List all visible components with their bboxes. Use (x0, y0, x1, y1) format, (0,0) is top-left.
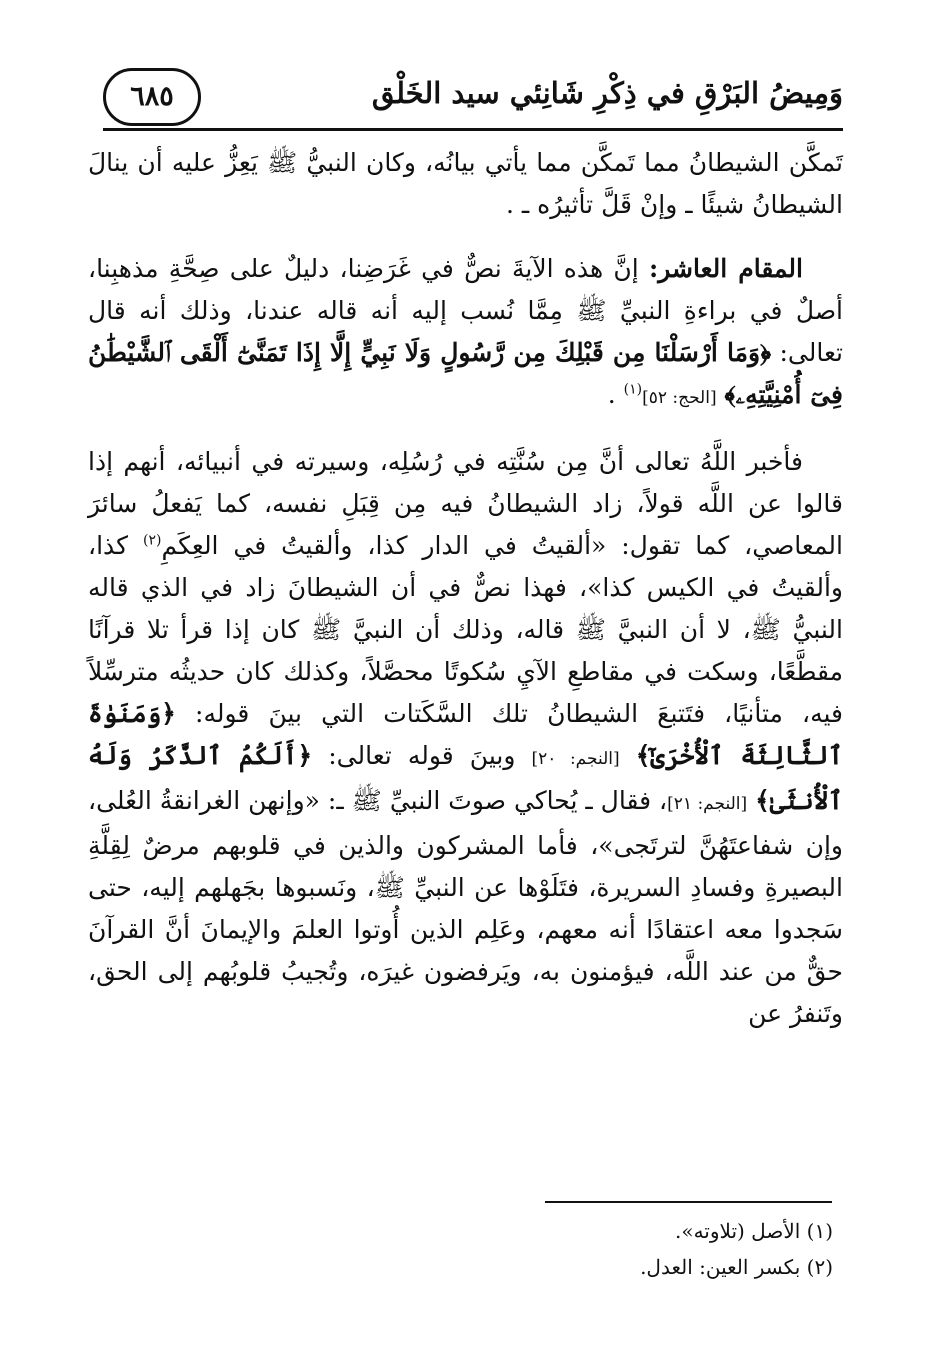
paragraph-3-part-4: ، فقال ـ يُحاكي صوتَ النبيِّ ﷺ ـ: «وإنهن الغرانقةُ العُلى، وإن شفاعتَهُنَّ لترتَجى»، فأما المشركون والذين في قلوبهم مرضٌ لِقِلَّةِ البصيرةِ وفسادِ السريرة، فتَلَوْها عن النبيِّ ﷺ، ونَسبوها بجَهلهم إليه، حتى سَجدوا معه اعتقادًا أنه معهم، وعَلِم الذين أُوتوا العلمَ والإيمانَ أنَّ القرآنَ حقٌّ من عند اللَّه، فيؤمنون به، ويَرفضون غيرَه، وتُجيبُ قلوبُهم إلى الحق، وتَنفرُ عن (88, 786, 843, 1028)
quran-verse: ﴿وَمَا أَرْسَلْنَا مِن قَبْلِكَ مِن رَّسُولٍ وَلَا نَبِيٍّ إِلَّا إِذَا تَمَنَّىٰٓ أَلْقَى ٱلشَّيْطَٰنُ فِىٓ أُمْنِيَّتِهِۦ﴾ (88, 338, 843, 409)
page-number: ٦٨٥ (103, 68, 201, 126)
body-text (88, 142, 843, 1035)
paragraph-3-part-2: كذا، وألقيتُ في الكيس كذا»، فهذا نصٌّ في أن الشيطانَ زاد في الذي قاله النبيُّ ﷺ، لا أن النبيَّ ﷺ قاله، وذلك أن النبيَّ ﷺ كان إذا قرأ تلا قرآنًا مقطَّعًا، وسكت في مقاطعِ الآيِ سُكوتًا محصَّلاً، وكذلك كان حديثُه مترسِّلاً فيه، متأنيًا، فتَتبعَ الشيطانُ تلك السَّكَتات التي بينَ قوله: (88, 531, 843, 728)
footnote-mark: (٢) (142, 532, 162, 549)
footnote-separator (545, 1201, 832, 1203)
running-title: وَمِيضُ البَرْقِ في ذِكْرِ شَانِئي سيد الخَلْق (371, 76, 843, 110)
quran-verse: ﴿أَلَكُمُ ٱلذَّكَرُ وَلَهُ ٱلْأُنثَىٰ﴾ (88, 741, 844, 815)
paragraph-3-part-1: فأخبر اللَّهُ تعالى أنَّ مِن سُنَّتِه في رُسُلِه، وسيرته في أنبيائه، أنهم إذا قالوا عن اللَّه قولاً، زاد الشيطانُ فيه مِن قِبَلِ نفسه، كما يَفعلُ سائرَ المعاصي، كما تقول: «ألقيتُ في الدار كذا، وألقيتُ في العِكَمِ (88, 447, 843, 560)
section-heading: المقام العاشر: (649, 254, 803, 283)
quran-verse: ﴿وَمَنَوٰةَ ٱلثَّالِثَةَ ٱلْأُخْرَىٰٓ﴾ (88, 699, 844, 770)
page-header (103, 68, 843, 130)
paragraph-gap (88, 419, 843, 441)
verse-reference: [النجم: ٢٠] (531, 749, 620, 769)
footnote-2: (٢) بكسر العين: العدل. (640, 1255, 833, 1279)
footnote-1: (١) الأصل (تلاوته». (674, 1219, 833, 1243)
footnote-mark: (١) (623, 381, 643, 398)
paragraph-gap (88, 226, 843, 248)
footnotes (88, 1213, 833, 1285)
paragraph-2 (88, 248, 843, 419)
paragraph-3 (88, 441, 843, 1035)
paragraph-1: تَمكَّن الشيطانُ مما تَمكَّن مما يأتي بيانُه، وكان النبيُّ ﷺ يَعِزُّ عليه أن ينالَ الشيطانُ شيئًا ـ وإنْ قَلَّ تأثيرُه ـ . (88, 148, 843, 219)
paragraph-end: . (607, 380, 616, 409)
verse-reference: [الحج: ٥٢] (642, 388, 717, 408)
header-rule (103, 128, 843, 131)
paragraph-3-part-3: وبينَ قوله تعالى: (328, 741, 516, 770)
verse-reference: [النجم: ٢١] (667, 794, 748, 814)
paragraph-2-text: إنَّ هذه الآيةَ نصٌّ في غَرَضِنا، دليلٌ على صِحَّةِ مذهبِنا، أصلٌ في براءةِ النبيِّ ﷺ مِمَّا نُسب إليه أنه قاله عندنا، وذلك أنه قال تعالى: (88, 254, 843, 367)
